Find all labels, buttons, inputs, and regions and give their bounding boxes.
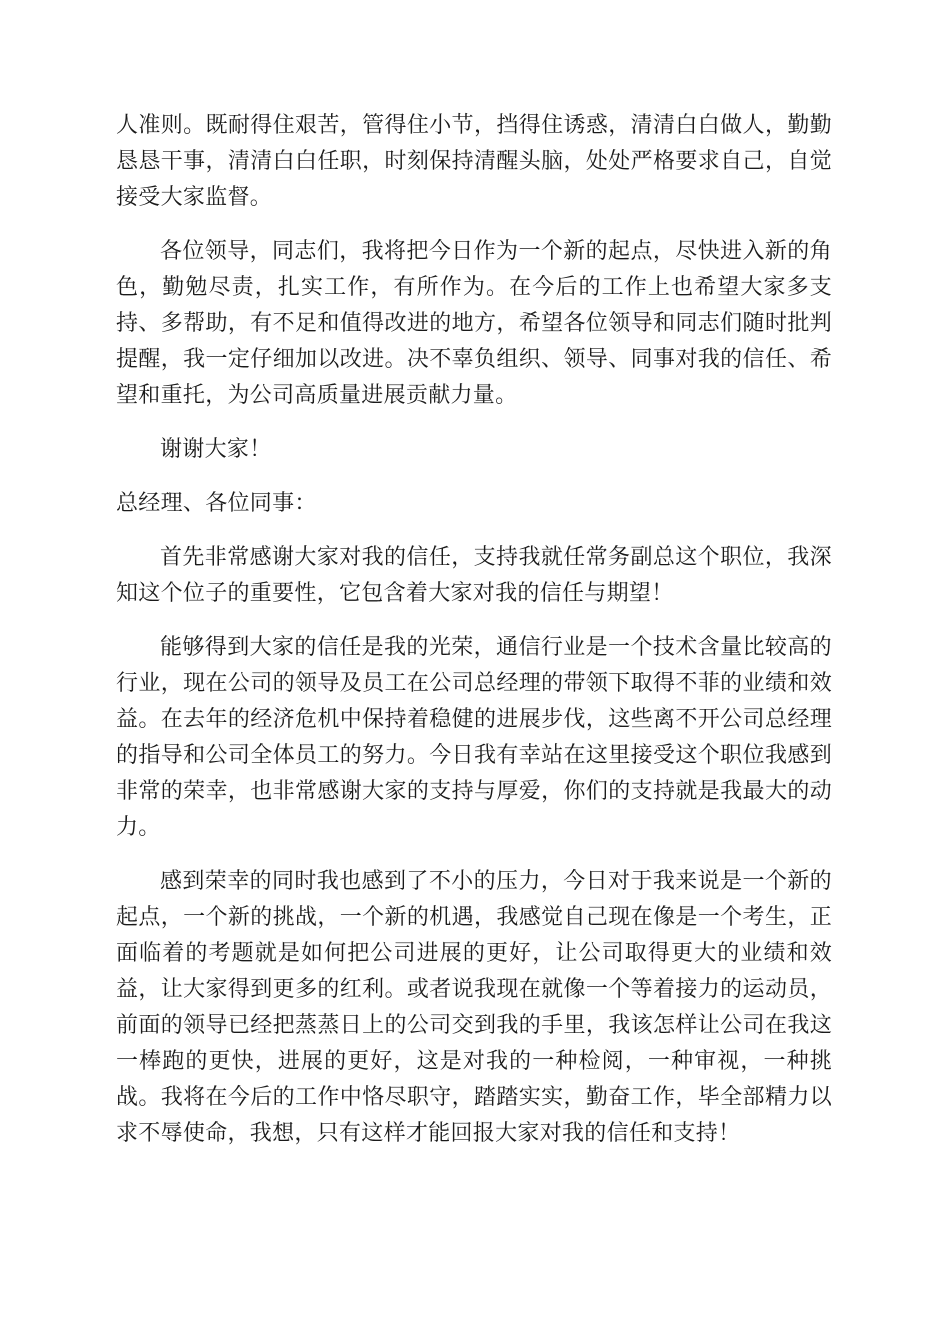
paragraph-6: 能够得到大家的信任是我的光荣，通信行业是一个技术含量比较高的行业，现在公司的领导及员工在公司总经理的带领下取得不菲的业绩和效益。在去年的经济危机中保持着稳健的进展步伐，这些离不开公司总经理的指导和公司全体员工的努力。今日我有幸站在这里接受这个职位我感到非常的荣幸，也非常感谢大家的支持与厚爱，你们的支持就是我最大的动力。	[116, 635, 832, 840]
paragraph-1: 人准则。既耐得住艰苦，管得住小节，挡得住诱惑，清清白白做人，勤勤恳恳干事，清清白白任职，时刻保持清醒头脑，处处严格要求自己，自觉接受大家监督。	[116, 113, 832, 210]
paragraph-7: 感到荣幸的同时我也感到了不小的压力，今日对于我来说是一个新的起点，一个新的挑战，一个新的机遇，我感觉自己现在像是一个考生，正面临着的考题就是如何把公司进展的更好，让公司取得更大的业绩和效益，让大家得到更多的红利。或者说我现在就像一个等着接力的运动员，前面的领导已经把蒸蒸日上的公司交到我的手里，我该怎样让公司在我这一棒跑的更快，进展的更好，这是对我的一种检阅，一种审视，一种挑战。我将在今后的工作中恪尽职守，踏踏实实，勤奋工作，毕全部精力以求不辱使命，我想，只有这样才能回报大家对我的信任和支持！	[116, 869, 832, 1146]
paragraph-3: 谢谢大家！	[160, 437, 272, 462]
document-body	[116, 108, 832, 1170]
paragraph-2: 各位领导，同志们，我将把今日作为一个新的起点，尽快进入新的角色，勤勉尽责，扎实工作，有所作为。在今后的工作上也希望大家多支持、多帮助，有不足和值得改进的地方，希望各位领导和同志们随时批判提醒，我一定仔细加以改进。决不辜负组织、领导、同事对我的信任、希望和重托，为公司高质量进展贡献力量。	[116, 239, 832, 408]
salutation: 总经理、各位同事：	[116, 491, 317, 516]
paragraph-5: 首先非常感谢大家对我的信任，支持我就任常务副总这个职位，我深知这个位子的重要性，它包含着大家对我的信任与期望！	[116, 545, 832, 606]
